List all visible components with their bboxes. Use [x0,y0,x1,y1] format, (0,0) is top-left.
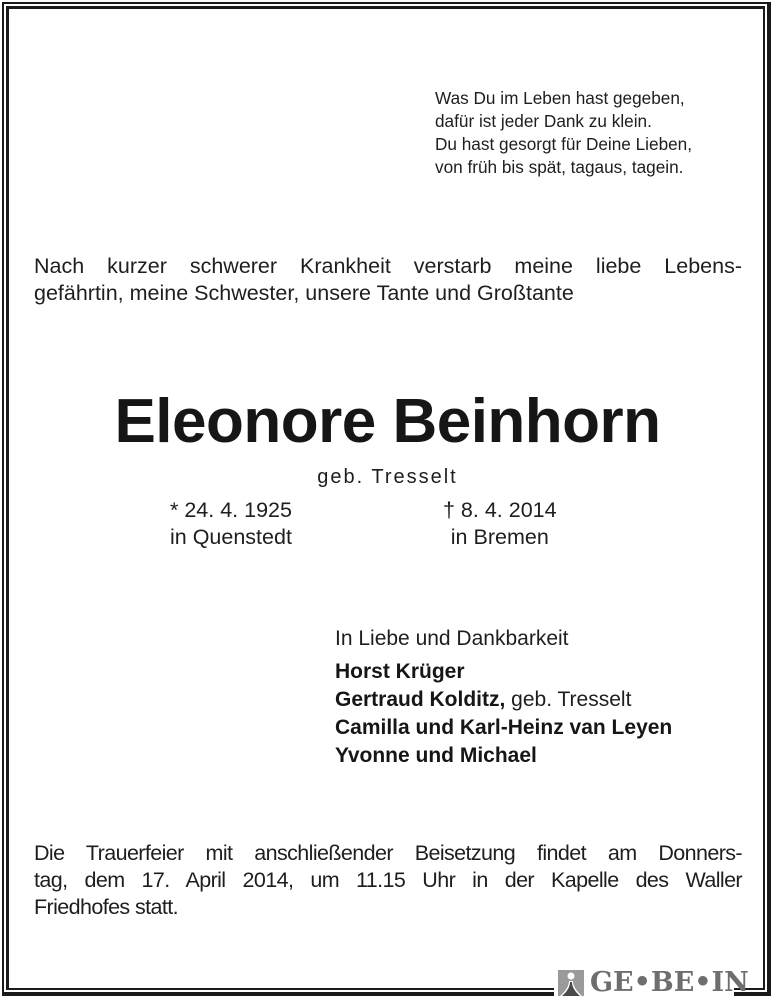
death-date: † 8. 4. 2014 [443,498,557,522]
mourner-name [335,658,672,686]
mourners-block [335,625,672,770]
mourner-name [335,714,672,742]
gebein-logo [558,968,749,998]
gebein-figure-icon [558,970,584,996]
mourner-name-bold: Gertraud Kolditz, [335,688,506,711]
intro-line: Nach kurzer schwerer Krankheit verstarb meine liebe Lebens- [34,254,742,278]
funeral-notice [34,840,742,921]
deceased-name: Eleonore Beinhorn [114,387,661,456]
quote-line: Was Du im Leben hast gegeben, [435,88,685,108]
quote-line: von früh bis spät, tagaus, tagein. [435,157,684,177]
funeral-line: tag, dem 17. April 2014, um 11.15 Uhr in der Kapelle des Waller [34,868,742,892]
mourner-name-bold: Camilla und Karl-Heinz van Leyen [335,716,673,739]
memorial-quote [435,87,692,179]
funeral-line: Die Trauerfeier mit anschließender Beisetzung findet am Donners- [34,841,742,865]
birth-place: in Quenstedt [170,525,292,549]
mourner-name [335,686,672,714]
announcement-intro [34,253,742,307]
quote-line: dafür ist jeder Dank zu klein. [435,111,652,131]
birth-date: * 24. 4. 1925 [170,498,292,522]
mourner-name-bold: Yvonne und Michael [335,744,537,767]
gebein-logo-text: GE•BE•IN [590,967,749,998]
death-place: in Bremen [450,525,549,549]
mourner-name-suffix: geb. Tresselt [505,688,632,711]
mourner-name-bold: Horst Krüger [335,660,465,683]
funeral-line: Friedhofes statt. [34,895,178,919]
intro-line: gefährtin, meine Schwester, unsere Tante und Großtante [34,281,574,305]
mourner-name [335,742,672,770]
mourners-heading: In Liebe und Dankbarkeit [335,627,569,650]
death-info [443,497,557,551]
maiden-name: geb. Tresselt [317,466,458,488]
birth-info [170,497,292,551]
quote-line: Du hast gesorgt für Deine Lieben, [435,134,693,154]
